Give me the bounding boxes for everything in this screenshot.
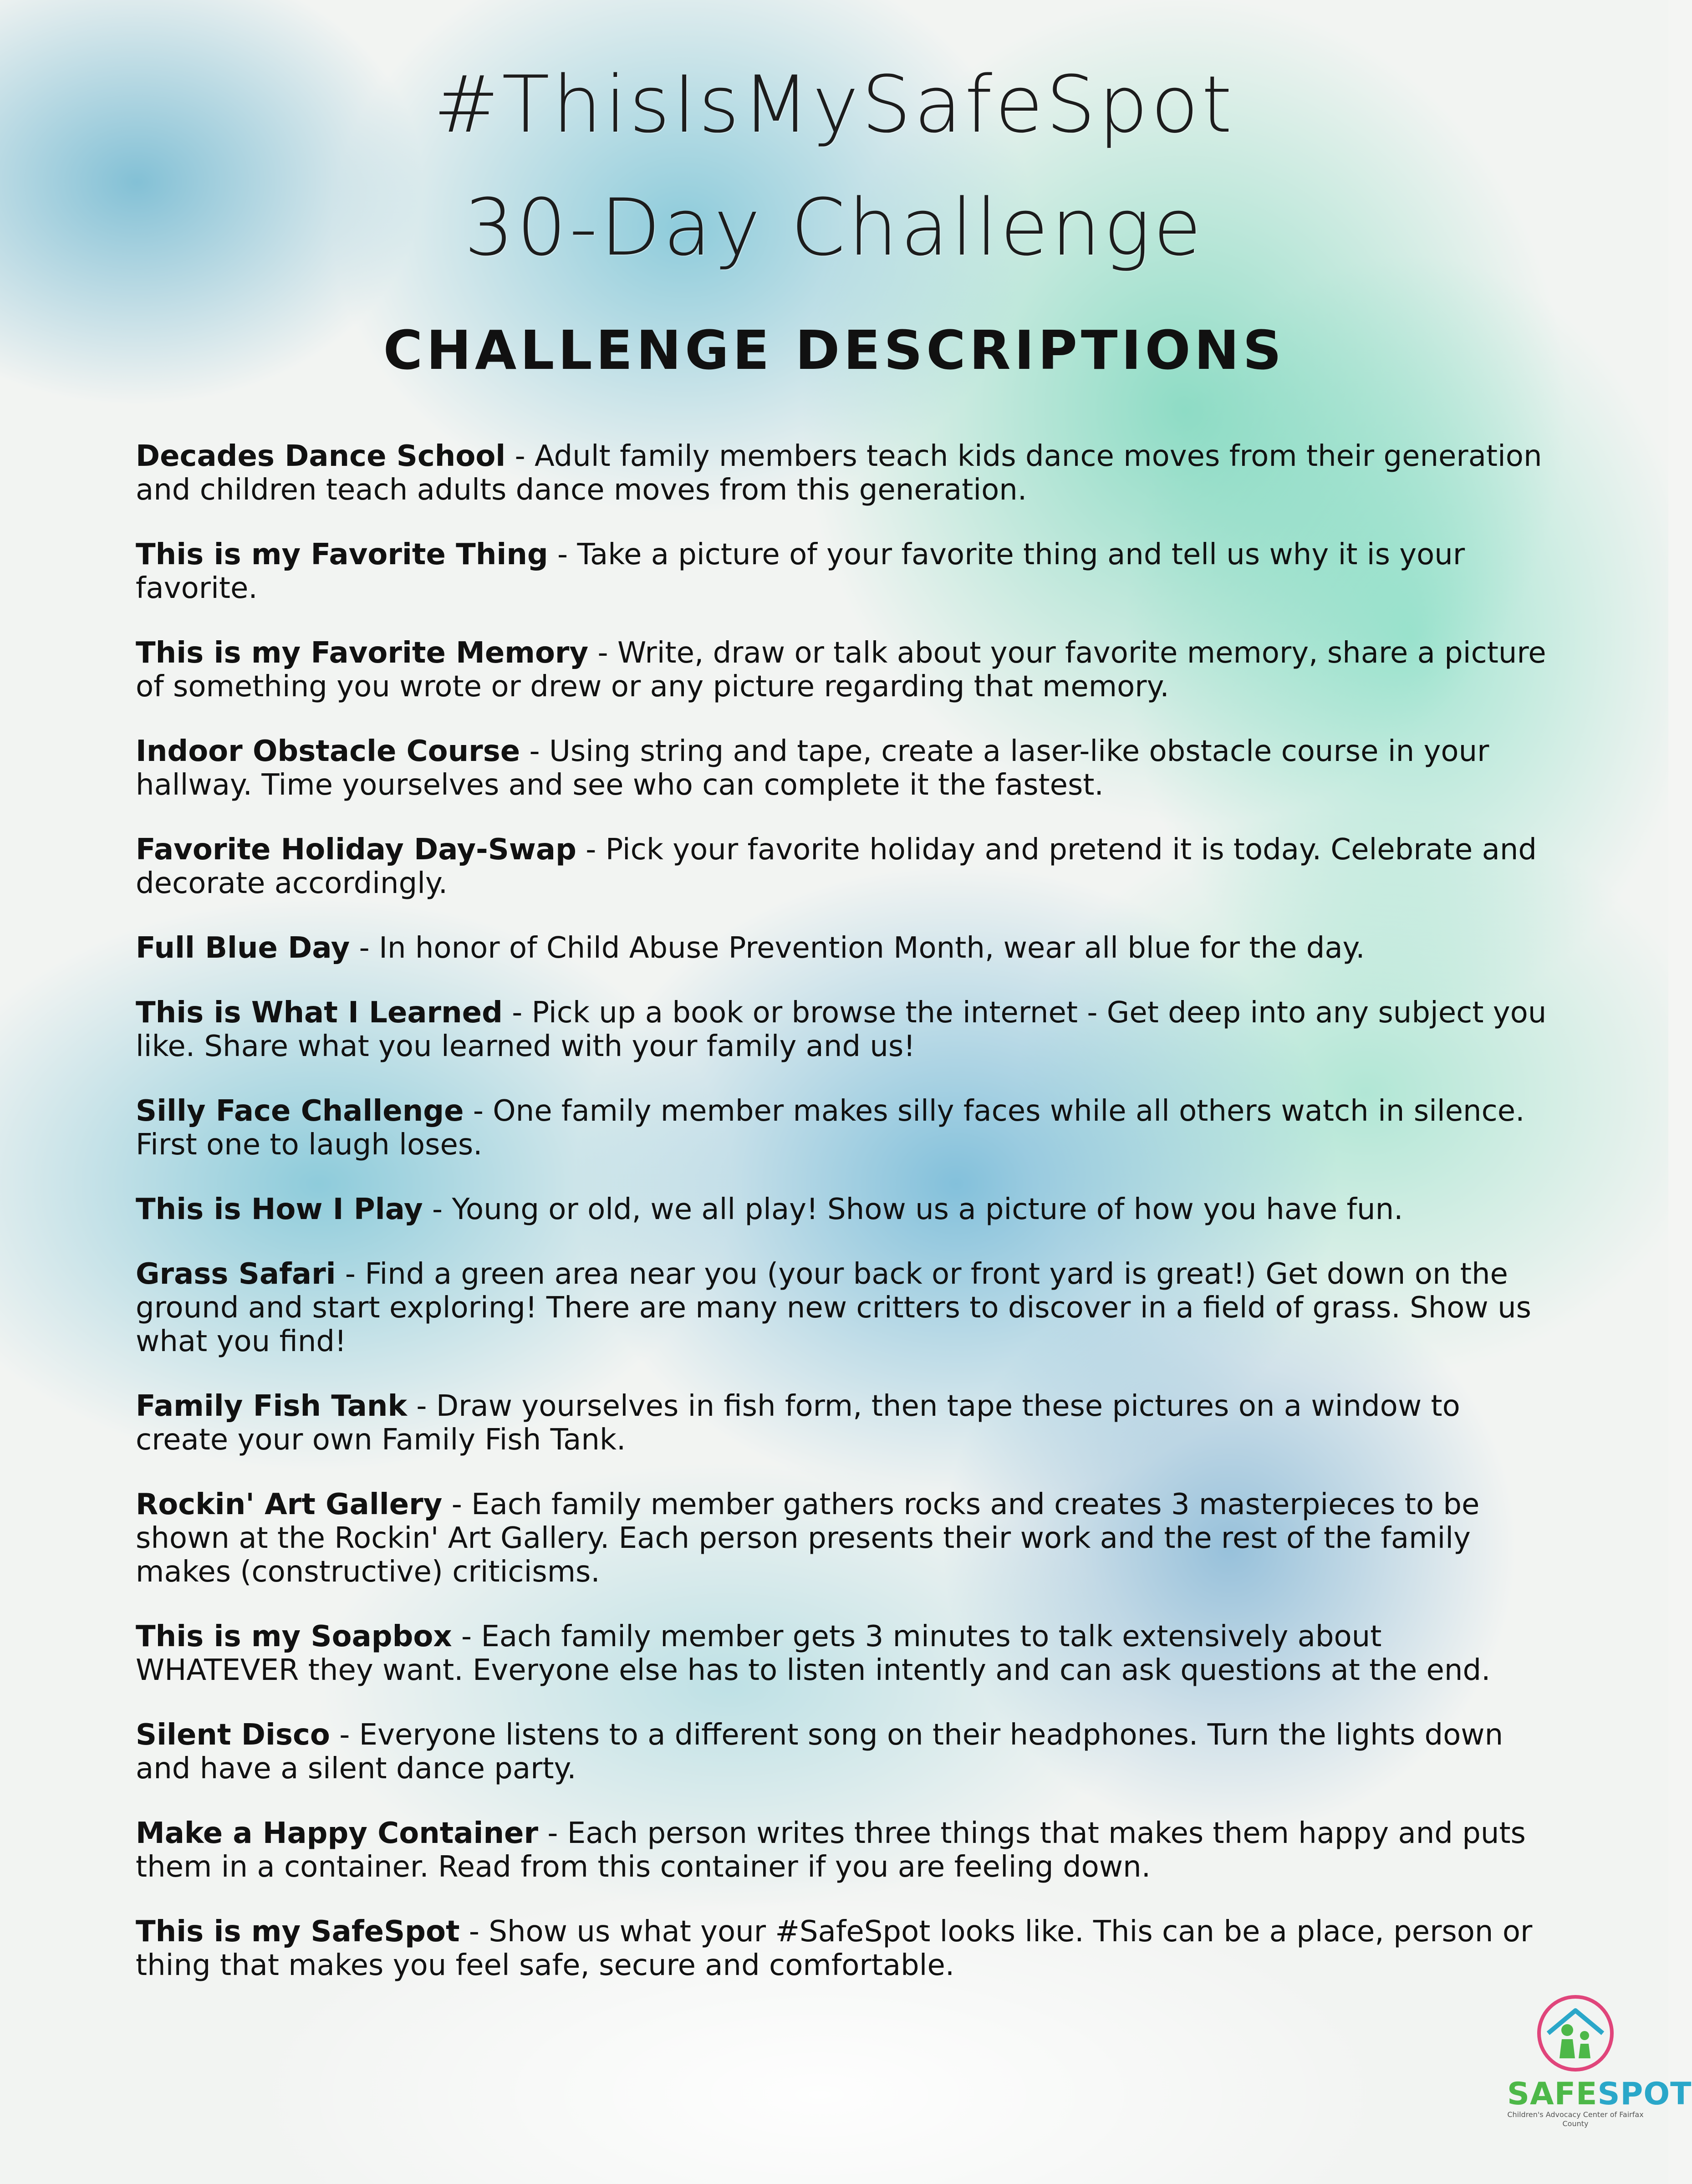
logo-word-safe: SAFE [1507,2076,1598,2112]
challenge-item [136,1094,1552,1162]
challenge-separator: - [464,1094,493,1128]
challenge-description: Take a picture of your favorite thing and tell us why it is your favorite. [136,538,1465,605]
challenge-separator: - [588,636,617,670]
challenge-description: Write, draw or talk about your favorite memory, share a picture of something you wrote or drew or any picture regarding that memory. [136,636,1546,704]
challenge-description: Pick up a book or browse the internet - Get deep into any subject you like. Share what you learned with your family and us! [136,996,1547,1063]
challenge-name: This is my Favorite Memory [136,636,589,670]
challenge-name: This is my Favorite Thing [136,538,548,572]
challenge-item [136,996,1552,1063]
challenge-name: Grass Safari [136,1257,336,1291]
challenge-description: Each family member gets 3 minutes to talk extensively about WHATEVER they want. Everyone else has to listen intently and can ask questions at the end. [136,1620,1491,1687]
challenge-item [136,439,1552,507]
challenge-item [136,1488,1552,1589]
challenge-description: Young or old, we all play! Show us a picture of how you have fun. [452,1193,1403,1226]
challenge-separator: - [442,1488,472,1521]
challenge-description: Find a green area near you (your back or front yard is great!) Get down on the ground and start exploring! There are many new critters to discover in a field of grass. Show us what you find! [136,1257,1531,1358]
challenge-separator: - [407,1389,436,1423]
challenge-separator: - [350,931,379,965]
section-heading: CHALLENGE DESCRIPTIONS [383,319,1285,382]
title-hashtag: #ThisIsMySafeSpot [433,59,1235,150]
challenge-separator: - [336,1257,365,1291]
challenge-item [136,1257,1552,1358]
challenge-separator: - [505,439,535,473]
challenge-name: Rockin' Art Gallery [136,1488,443,1521]
challenge-name: This is How I Play [136,1193,423,1226]
challenge-item [136,931,1552,965]
challenge-separator: - [330,1718,359,1752]
challenge-description: One family member makes silly faces while all others watch in silence. First one to laugh loses. [136,1094,1525,1162]
challenge-separator: - [576,833,606,867]
challenge-separator: - [452,1620,481,1653]
challenge-list [136,439,1552,2013]
challenge-item [136,1620,1552,1687]
challenge-separator: - [502,996,532,1030]
challenge-name: Decades Dance School [136,439,506,473]
challenge-item [136,636,1552,704]
logo-word-spot: SPOT [1597,2076,1692,2112]
challenge-name: Indoor Obstacle Course [136,735,520,768]
challenge-name: Favorite Holiday Day-Swap [136,833,576,867]
challenge-name: Silly Face Challenge [136,1094,464,1128]
challenge-name: Silent Disco [136,1718,330,1752]
challenge-name: Family Fish Tank [136,1389,408,1423]
challenge-item [136,735,1552,802]
title-challenge: 30-Day Challenge [464,182,1204,273]
challenge-name: Make a Happy Container [136,1817,538,1850]
challenge-description: Each family member gathers rocks and creates 3 masterpieces to be shown at the Rockin' Art Gallery. Each person presents their work and the rest of the family makes (constructive) criticisms. [136,1488,1480,1589]
challenge-item [136,833,1552,900]
challenge-name: This is my Soapbox [136,1620,452,1653]
challenge-description: Adult family members teach kids dance moves from their generation and children teach adults dance moves from this generation. [136,439,1542,507]
challenge-item [136,538,1552,605]
challenge-name: This is What I Learned [136,996,503,1030]
challenge-description: Draw yourselves in fish form, then tape these pictures on a window to create your own Family Fish Tank. [136,1389,1460,1457]
challenge-name: Full Blue Day [136,931,350,965]
challenge-separator: - [520,735,549,768]
challenge-description: Everyone listens to a different song on their headphones. Turn the lights down and have a silent dance party. [136,1718,1503,1786]
safespot-logo [1507,1990,1692,2177]
challenge-description: Show us what your #SafeSpot looks like. This can be a place, person or thing that makes you feel safe, secure and comfortable. [136,1915,1533,1982]
logo-wordmark [1507,2076,1692,2112]
challenge-separator: - [548,538,577,572]
challenge-item [136,1915,1552,1982]
challenge-description: Using string and tape, create a laser-like obstacle course in your hallway. Time yourselves and see who can complete it the fastest. [136,735,1489,802]
challenge-separator: - [423,1193,452,1226]
challenge-name: This is my SafeSpot [136,1915,460,1949]
house-family-icon [1534,1990,1616,2077]
challenge-description: In honor of Child Abuse Prevention Month, wear all blue for the day. [379,931,1365,965]
challenge-item [136,1718,1552,1786]
challenge-description: Each person writes three things that makes them happy and puts them in a container. Read from this container if you are feeling down. [136,1817,1526,1884]
challenge-description: Pick your favorite holiday and pretend it is today. Celebrate and decorate accordingly. [136,833,1537,900]
challenge-separator: - [538,1817,567,1850]
logo-tagline: Children's Advocacy Center of Fairfax County [1507,2110,1644,2128]
challenge-item [136,1817,1552,1884]
challenge-item [136,1193,1552,1226]
challenge-item [136,1389,1552,1457]
challenge-separator: - [459,1915,489,1949]
